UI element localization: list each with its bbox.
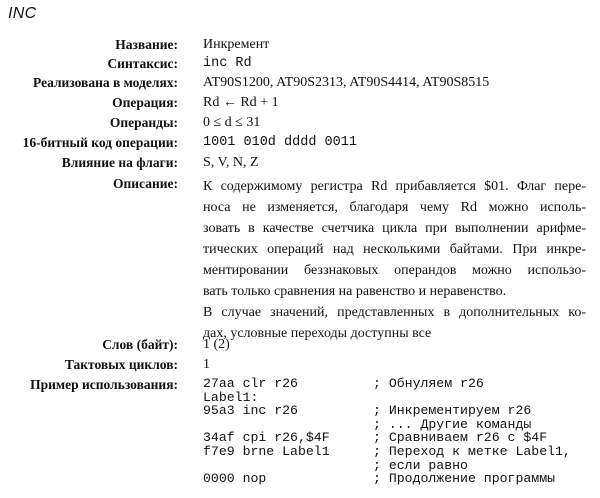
code-instruction: 0000 nop <box>203 471 267 487</box>
field-label: Название: <box>115 37 178 52</box>
field-value: 1001 010d dddd 0011 <box>203 135 357 150</box>
field-label: Реализована в моделях: <box>33 75 178 90</box>
code-instruction: f7e9 brne Label1 <box>203 443 330 459</box>
field-value: AT90S1200, AT90S2313, AT90S4414, AT90S8515 <box>203 75 490 90</box>
field-value: 1 <box>203 357 210 372</box>
field-value: 1 (2) <box>203 337 230 352</box>
code-comment: ; Сравниваем r26 с $4F <box>373 430 548 446</box>
instruction-title: INC <box>8 5 37 22</box>
code-instruction: Label1: <box>203 389 259 405</box>
field-label: Слов (байт): <box>102 337 178 352</box>
field-label: Тактовых циклов: <box>64 357 178 372</box>
code-comment: ; Инкрементируем r26 <box>373 403 532 419</box>
code-comment: ; Продолжение программы <box>373 471 556 487</box>
field-value: S, V, N, Z <box>203 155 259 170</box>
description-line: ментировании беззнаковых операндов можно использо- <box>203 263 586 278</box>
description-line: В случае значений, представленных в дополнительных ко- <box>203 305 586 320</box>
field-label: Пример использования: <box>30 377 178 392</box>
description-line: тических операций над несколькими байтами. При инкре- <box>203 242 586 257</box>
code-instruction: 27aa clr r26 <box>203 376 298 391</box>
field-label: Операция: <box>112 95 178 110</box>
field-value: Инкремент <box>203 37 270 52</box>
description-line: К содержимому регистра Rd прибавляется $01. Флаг пере- <box>203 179 586 194</box>
description-line: дах, условные переходы доступны все <box>203 326 432 341</box>
code-comment: ; если равно <box>373 457 468 473</box>
field-label: Синтаксис: <box>107 56 178 71</box>
code-instruction: 34af cpi r26,$4F <box>203 430 330 446</box>
description-line: зовать в качестве счетчика цикла при выполнении арифме- <box>203 221 586 236</box>
description-line: носа не изменяется, благодаря чему Rd можно исполь- <box>203 200 587 215</box>
code-comment: ; Переход к метке Label1, <box>373 443 571 459</box>
code-comment: ; Обнуляем r26 <box>373 376 484 391</box>
field-label: Описание: <box>112 176 178 191</box>
field-value: 0 ≤ d ≤ 31 <box>203 115 261 130</box>
code-comment: ; ... Другие команды <box>373 416 532 432</box>
code-instruction: 95a3 inc r26 <box>203 403 298 419</box>
field-label: 16-битный код операции: <box>22 135 178 150</box>
description-text <box>203 176 586 344</box>
field-label: Влияние на флаги: <box>61 155 178 170</box>
description-line: вать только сравнения на равенство и неравенство. <box>203 284 507 299</box>
field-value: Rd ← Rd + 1 <box>203 95 279 110</box>
field-value: inc Rd <box>203 56 252 71</box>
field-label: Операнды: <box>109 115 178 130</box>
